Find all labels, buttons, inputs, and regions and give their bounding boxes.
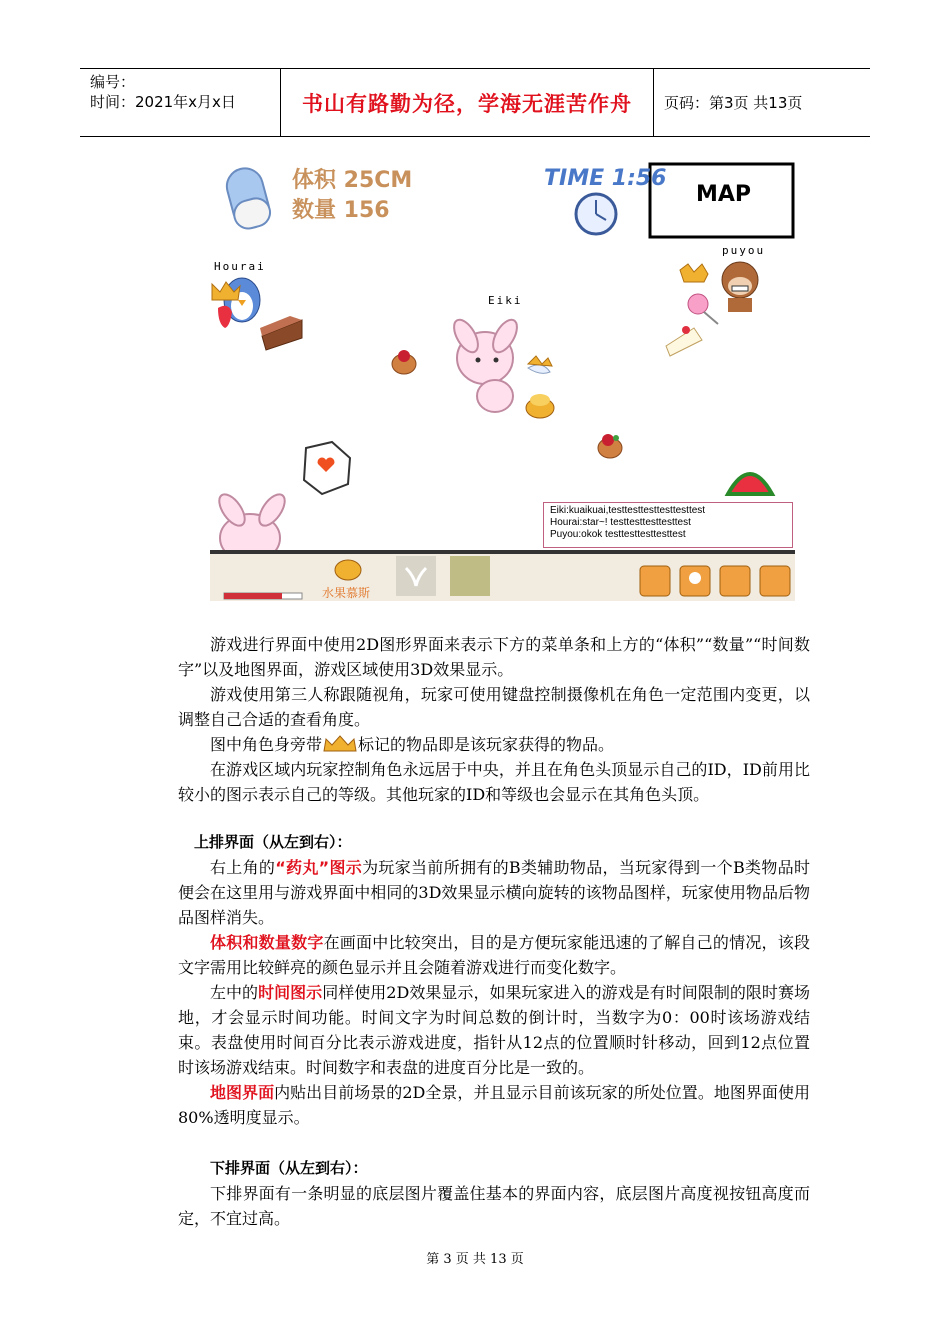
- paragraph: 右上角的“药丸”图示为玩家当前所拥有的B类辅助物品，当玩家得到一个B类物品时便会在这里用与游戏界面中相同的3D效果显示横向旋转的该物品图样，玩家使用物品后物品图样消失。: [178, 858, 810, 927]
- heart-bubble-icon: [304, 442, 350, 494]
- body-text-bottom-section: [178, 1156, 810, 1231]
- paragraph: 游戏使用第三人称跟随视角，玩家可使用键盘控制摄像机在角色一定范围内变更，以调整自己合适的查看角度。: [178, 685, 810, 729]
- header-left-cell: [80, 69, 281, 136]
- crown-icon: [322, 735, 358, 753]
- watermelon-icon: [728, 474, 772, 494]
- pill-icon: [223, 164, 273, 231]
- page-header: [80, 68, 870, 137]
- paragraph: 下排界面有一条明显的底层图片覆盖住基本的界面内容，底层图片高度视按钮高度而定，不宜过高。: [178, 1184, 810, 1228]
- menu-button-4: [760, 566, 790, 596]
- chat-line: Eiki:kuaikuai,testtesttesttesttesttest: [550, 505, 706, 516]
- game-screenshot: [210, 158, 795, 601]
- wing-slot: [396, 556, 436, 596]
- paragraph: 体积和数量数字在画面中比较突出，目的是方便玩家能迅速的了解自己的情况，该段文字需用比较鲜亮的颜色显示并且会随着游戏进行而变化数字。: [178, 933, 810, 977]
- player-tag-hourai: Hourai: [214, 260, 266, 273]
- header-motto-cell: [281, 69, 654, 136]
- fruit-tart-icon: [598, 434, 622, 458]
- paragraph: 在游戏区域内玩家控制角色永远居于中央，并且在角色头顶显示自己的ID，ID前用比较小的图示表示自己的等级。其他玩家的ID和等级也会显示在其角色头顶。: [178, 760, 810, 804]
- cake-slice-icon: [666, 326, 702, 356]
- number-label: 编号：: [90, 73, 136, 91]
- count-label: 数量 156: [292, 198, 390, 223]
- body-text-upper: [178, 632, 810, 807]
- player-tag-eiki: Eiki: [488, 294, 523, 307]
- fruit-mousse-icon: [335, 560, 361, 580]
- volume-label: 体积 25CM: [292, 168, 413, 193]
- strawberry-icon: [218, 306, 232, 328]
- paragraph: 左中的时间图示同样使用2D效果显示，如果玩家进入的游戏是有时间限制的限时赛场地，才会显示时间功能。时间文字为时间总数的倒计时，当数字为0：00时该场游戏结束。表盘使用时间百分比表示游戏进度，指针从12点的位置顺时针移动，回到12点位置时该场游戏结束。时间数字和表盘的进度百分比是一致的。: [178, 983, 810, 1077]
- paragraph: 游戏进行界面中使用2D图形界面来表示下方的菜单条和上方的“体积”“数量”“时间数字”以及地图界面，游戏区域使用3D效果显示。: [178, 635, 810, 679]
- player-tag-puyou: puyou: [722, 244, 766, 257]
- chat-line: Hourai:star~! testtesttesttesttest: [550, 517, 691, 528]
- item-name-label: 水果慕斯: [322, 586, 371, 600]
- golden-bowl-icon: [526, 394, 554, 418]
- header-page-cell: [654, 69, 870, 136]
- stats-display: [292, 166, 412, 226]
- menu-button-1: [640, 566, 670, 596]
- page-footer: 第 3 页 共 13 页: [426, 1252, 524, 1267]
- lollipop-icon: [688, 294, 718, 324]
- section-heading: 下排界面（从左到右）：: [210, 1159, 368, 1177]
- cherry-tart-icon: [392, 350, 416, 374]
- hp-bar-fill: [224, 593, 282, 599]
- section-heading: 上排界面（从左到右）：: [194, 833, 352, 851]
- empty-item-slot: [450, 556, 490, 596]
- paragraph: 图中角色身旁带 标记的物品即是该玩家获得的物品。: [210, 735, 615, 754]
- timer-label: TIME 1:56: [544, 166, 667, 191]
- menu-button-3: [720, 566, 750, 596]
- body-text-top-section: [178, 830, 810, 1130]
- chat-line: Puyou:okok testtesttesttesttest: [550, 529, 686, 540]
- bottom-bar-divider: [210, 550, 795, 554]
- time-label: 时间：2021年x月x日: [90, 93, 236, 111]
- chat-log: [543, 502, 793, 548]
- paragraph: 地图界面内贴出目前场景的2D全景，并且显示目前该玩家的所处位置。地图界面使用80%透明度显示。: [178, 1083, 810, 1127]
- map-button-label[interactable]: MAP: [695, 182, 752, 207]
- cake-icon: [260, 316, 302, 350]
- page-number-label: 页码：第3页 共13页: [664, 94, 803, 112]
- motto: 书山有路勤为径，学海无涯苦作舟: [302, 90, 632, 116]
- clock-icon: [576, 194, 616, 234]
